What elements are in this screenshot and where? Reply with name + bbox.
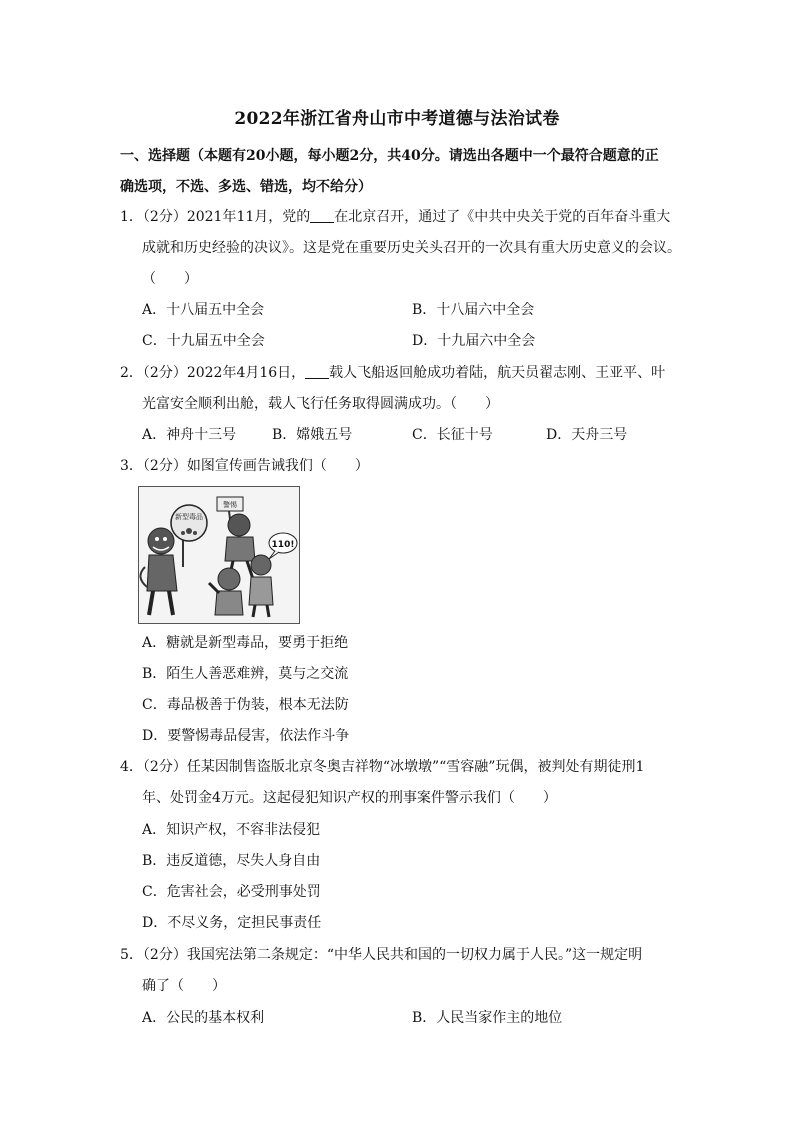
question-5-option-a: A．公民的基本权利: [142, 1010, 265, 1026]
bubble-text: 110!: [271, 540, 295, 550]
section-heading: [120, 141, 680, 203]
question-1-option-c: C．十九届五中全会: [142, 333, 265, 349]
question-5-line-2: 确了（ ）: [142, 978, 226, 994]
question-4-option-d: D．不尽义务，定担民事责任: [142, 915, 322, 931]
question-4-option-c: C．危害社会，必受刑事处罚: [142, 884, 321, 900]
question-1-paren: （ ）: [142, 271, 198, 287]
question-5-line-1: 5．（2分）我国宪法第二条规定：“中华人民共和国的一切权力属于人民。”这一规定明: [120, 947, 643, 963]
question-2-option-c: C．长征十号: [412, 427, 493, 443]
question-3-option-d: D．要警惕毒品侵害，依法作斗争: [142, 728, 350, 744]
propaganda-illustration: [138, 486, 300, 624]
page-title: 2022年浙江省舟山市中考道德与法治试卷: [234, 109, 560, 129]
cartoon-drawing: [139, 487, 299, 623]
question-3-option-c: C．毒品极善于伪装，根本无法防: [142, 697, 349, 713]
section-heading-line-2: 确选项，不选、多选、错选，均不给分）: [120, 179, 372, 195]
question-1-line-1: [120, 207, 670, 227]
left-sign-text: 新型毒品: [175, 513, 203, 521]
answer-blank: [310, 208, 334, 223]
question-2-text-b: 载人飞船返回舱成功着陆，航天员翟志刚、王亚平、叶: [329, 365, 666, 381]
question-1-option-d: D．十九届六中全会: [412, 333, 536, 349]
question-2-text-a: 2．（2分）2022年4月16日，: [120, 365, 306, 381]
question-2-option-d: D．天舟三号: [546, 427, 628, 443]
right-sign-text: 警惕: [223, 501, 237, 509]
question-2-line-1: [120, 363, 665, 383]
answer-blank: [305, 364, 329, 379]
question-2-line-2: 光富安全顺利出舱，载人飞行任务取得圆满成功。（ ）: [142, 396, 499, 412]
question-3-line-1: 3．（2分）如图宣传画告诫我们（ ）: [120, 458, 369, 474]
question-1-option-a: A．十八届五中全会: [142, 302, 265, 318]
question-1-text-a: 1．（2分）2021年11月，党的: [120, 209, 311, 225]
question-2-option-b: B．嫦娥五号: [272, 427, 353, 443]
question-3-option-b: B．陌生人善恶难辨，莫与之交流: [142, 666, 349, 682]
question-2-option-a: A．神舟十三号: [142, 427, 237, 443]
question-4-option-a: A．知识产权，不容非法侵犯: [142, 822, 321, 838]
question-5-option-b: B．人民当家作主的地位: [412, 1010, 563, 1026]
question-1-option-b: B．十八届六中全会: [412, 302, 535, 318]
question-1-line-2: 成就和历史经验的决议》。这是党在重要历史关头召开的一次具有重大历史意义的会议。: [142, 240, 681, 256]
question-1-text-b: 在北京召开，通过了《中共中央关于党的百年奋斗重大: [334, 209, 671, 225]
section-heading-line-1: 一、选择题（本题有20小题，每小题2分，共40分。请选出各题中一个最符合题意的正: [120, 148, 659, 164]
question-4-option-b: B．违反道德，尽失人身自由: [142, 853, 321, 869]
question-4-line-2: 年、处罚金4万元。这起侵犯知识产权的刑事案件警示我们（ ）: [142, 790, 557, 806]
question-3-option-a: A．糖就是新型毒品，要勇于拒绝: [142, 635, 349, 651]
question-4-line-1: 4．（2分）任某因制售盗版北京冬奥吉祥物“冰墩墩”“雪容融”玩偶，被判处有期徒刑1: [120, 759, 645, 775]
